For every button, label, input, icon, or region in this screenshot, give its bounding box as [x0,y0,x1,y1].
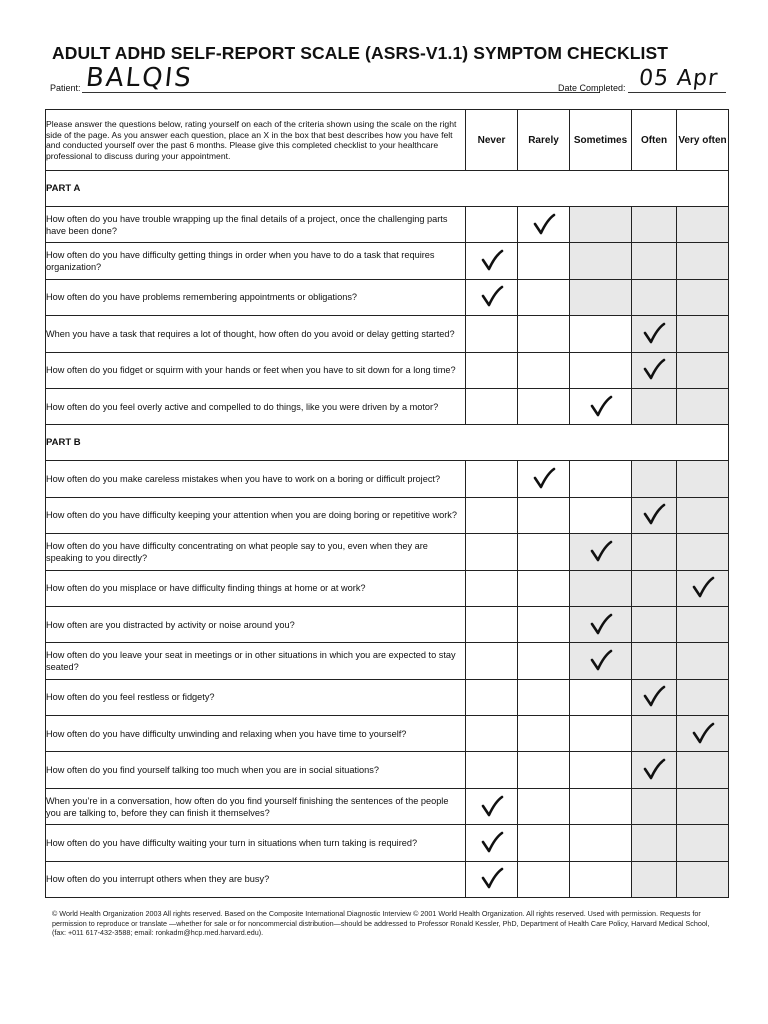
answer-box-never[interactable] [466,461,518,497]
answer-box-sometimes[interactable] [570,279,632,315]
answer-box-sometimes[interactable] [570,534,632,570]
symptom-checklist-table [45,109,729,898]
checkmark-icon [589,395,613,419]
checkmark-icon [589,613,613,637]
answer-box-often[interactable] [632,643,677,679]
date-completed-handwritten: 05 Apr [637,66,720,91]
answer-box-sometimes[interactable] [570,788,632,824]
question-text: How often do you feel overly active and compelled to do things, like you were driven by a motor? [46,388,466,424]
answer-box-never[interactable] [466,388,518,424]
answer-box-rarely[interactable] [518,825,570,861]
answer-box-sometimes[interactable] [570,570,632,606]
checkmark-icon [532,467,556,491]
question-text: How often are you distracted by activity or noise around you? [46,606,466,642]
answer-box-very-often[interactable] [677,316,729,352]
date-completed-label: Date Completed: [558,83,626,93]
answer-box-never[interactable] [466,534,518,570]
answer-box-very-often[interactable] [677,352,729,388]
answer-box-rarely[interactable] [518,461,570,497]
question-text: How often do you have difficulty unwinding and relaxing when you have time to yourself? [46,716,466,752]
answer-box-rarely[interactable] [518,388,570,424]
question-text: How often do you have problems remembering appointments or obligations? [46,279,466,315]
answer-box-sometimes[interactable] [570,352,632,388]
answer-box-often[interactable] [632,534,677,570]
answer-box-often[interactable] [632,316,677,352]
answer-box-often[interactable] [632,388,677,424]
answer-box-sometimes[interactable] [570,752,632,788]
checkmark-icon [642,685,666,709]
question-row [46,643,729,679]
answer-box-sometimes[interactable] [570,606,632,642]
question-row [46,352,729,388]
answer-box-very-often[interactable] [677,825,729,861]
column-header-sometimes: Sometimes [570,110,632,171]
answer-box-sometimes[interactable] [570,716,632,752]
checkmark-icon [480,285,504,309]
answer-box-sometimes[interactable] [570,207,632,243]
answer-box-often[interactable] [632,679,677,715]
checkmark-icon [480,831,504,855]
question-text: How often do you have difficulty concentrating on what people say to you, even when they are speaking to you directly? [46,534,466,570]
answer-box-often[interactable] [632,752,677,788]
answer-box-very-often[interactable] [677,679,729,715]
question-row [46,752,729,788]
answer-box-rarely[interactable] [518,606,570,642]
answer-box-rarely[interactable] [518,534,570,570]
part-header-row [46,425,729,461]
question-text: How often do you have difficulty getting things in order when you have to do a task that requires organization? [46,243,466,279]
answer-box-often[interactable] [632,207,677,243]
patient-label: Patient: [50,83,81,93]
answer-box-very-often[interactable] [677,861,729,897]
question-text: How often do you fidget or squirm with your hands or feet when you have to sit down for a long time? [46,352,466,388]
question-text: How often do you leave your seat in meetings or in other situations in which you are expected to stay seated? [46,643,466,679]
answer-box-often[interactable] [632,279,677,315]
answer-box-never[interactable] [466,716,518,752]
answer-box-very-often[interactable] [677,752,729,788]
question-row [46,679,729,715]
question-row [46,243,729,279]
question-row [46,316,729,352]
answer-box-sometimes[interactable] [570,861,632,897]
answer-box-never[interactable] [466,207,518,243]
answer-box-sometimes[interactable] [570,643,632,679]
copyright-footer: © World Health Organization 2003 All rights reserved. Based on the Composite International Diagnostic Interview © 2001 World Health Organization. All rights reserved. Used with permission. Requests for permission to reproduce or translate —whether for sale or for noncommercial distribution—should be addressed to Professor Ronald Kessler, PhD, Department of Health Care Policy, Harvard Medical School, (fax: +011 617-432-3588; email: ronkadm@hcp.med.harvard.edu). [52,909,710,937]
answer-box-never[interactable] [466,825,518,861]
question-row [46,279,729,315]
answer-box-never[interactable] [466,643,518,679]
answer-box-never[interactable] [466,861,518,897]
column-header-rarely: Rarely [518,110,570,171]
answer-box-sometimes[interactable] [570,497,632,533]
answer-box-never[interactable] [466,497,518,533]
checkmark-icon [642,758,666,782]
answer-box-often[interactable] [632,243,677,279]
question-text: How often do you have difficulty keeping your attention when you are doing boring or repetitive work? [46,497,466,533]
question-text: How often do you find yourself talking too much when you are in social situations? [46,752,466,788]
answer-box-very-often[interactable] [677,570,729,606]
question-row [46,788,729,824]
answer-box-often[interactable] [632,788,677,824]
form-title: ADULT ADHD SELF-REPORT SCALE (ASRS-V1.1) SYMPTOM CHECKLIST [52,43,669,63]
answer-box-very-often[interactable] [677,207,729,243]
header-row [46,110,729,171]
answer-box-never[interactable] [466,570,518,606]
answer-box-sometimes[interactable] [570,243,632,279]
column-header-often: Often [632,110,677,171]
answer-box-never[interactable] [466,243,518,279]
answer-box-rarely[interactable] [518,788,570,824]
checklist-body [46,110,729,898]
instructions-text: Please answer the questions below, rating yourself on each of the criteria shown using the scale on the right side of the page. As you answer each question, place an X in the box that best describes how you have felt and conducted yourself over the past 6 months. Please give this completed checklist to your healthcare professional to discuss during your appointment. [46,110,466,171]
answer-box-rarely[interactable] [518,752,570,788]
answer-box-very-often[interactable] [677,716,729,752]
question-text: How often do you have difficulty waiting your turn in situations when turn taking is required? [46,825,466,861]
date-field-line[interactable] [628,92,726,93]
answer-box-very-often[interactable] [677,243,729,279]
question-row [46,825,729,861]
checkmark-icon [691,576,715,600]
answer-box-often[interactable] [632,861,677,897]
answer-box-rarely[interactable] [518,207,570,243]
answer-box-never[interactable] [466,788,518,824]
question-text: When you have a task that requires a lot of thought, how often do you avoid or delay getting started? [46,316,466,352]
answer-box-rarely[interactable] [518,716,570,752]
answer-box-very-often[interactable] [677,788,729,824]
answer-box-very-often[interactable] [677,534,729,570]
answer-box-very-often[interactable] [677,497,729,533]
answer-box-often[interactable] [632,716,677,752]
question-text: How often do you have trouble wrapping up the final details of a project, once the challenging parts have been done? [46,207,466,243]
answer-box-sometimes[interactable] [570,388,632,424]
checkmark-icon [589,649,613,673]
answer-box-rarely[interactable] [518,861,570,897]
part-label: PART B [46,425,729,461]
question-text: How often do you make careless mistakes when you have to work on a boring or difficult project? [46,461,466,497]
answer-box-never[interactable] [466,316,518,352]
answer-box-rarely[interactable] [518,243,570,279]
answer-box-rarely[interactable] [518,497,570,533]
answer-box-rarely[interactable] [518,279,570,315]
answer-box-very-often[interactable] [677,279,729,315]
answer-box-never[interactable] [466,606,518,642]
checkmark-icon [480,249,504,273]
answer-box-often[interactable] [632,570,677,606]
answer-box-often[interactable] [632,606,677,642]
answer-box-rarely[interactable] [518,352,570,388]
answer-box-often[interactable] [632,825,677,861]
answer-box-sometimes[interactable] [570,461,632,497]
checkmark-icon [589,540,613,564]
patient-info-row [50,63,726,96]
question-row [46,716,729,752]
checkmark-icon [642,358,666,382]
answer-box-very-often[interactable] [677,643,729,679]
checkmark-icon [532,213,556,237]
answer-box-sometimes[interactable] [570,316,632,352]
question-row [46,461,729,497]
checkmark-icon [691,722,715,746]
checkmark-icon [480,867,504,891]
question-text: How often do you interrupt others when they are busy? [46,861,466,897]
answer-box-rarely[interactable] [518,643,570,679]
question-text: How often do you misplace or have difficulty finding things at home or at work? [46,570,466,606]
question-row [46,570,729,606]
part-header-row [46,171,729,207]
answer-box-rarely[interactable] [518,679,570,715]
question-row [46,606,729,642]
question-row [46,388,729,424]
answer-box-very-often[interactable] [677,606,729,642]
answer-box-rarely[interactable] [518,570,570,606]
answer-box-never[interactable] [466,679,518,715]
question-text: How often do you feel restless or fidgety? [46,679,466,715]
answer-box-sometimes[interactable] [570,825,632,861]
checkmark-icon [642,322,666,346]
answer-box-often[interactable] [632,461,677,497]
answer-box-very-often[interactable] [677,461,729,497]
patient-name-handwritten: BALQIS [84,63,195,93]
column-header-very-often: Very often [677,110,729,171]
checkmark-icon [480,795,504,819]
checkmark-icon [642,503,666,527]
answer-box-rarely[interactable] [518,316,570,352]
answer-box-often[interactable] [632,497,677,533]
part-label: PART A [46,171,729,207]
question-row [46,207,729,243]
answer-box-never[interactable] [466,752,518,788]
answer-box-never[interactable] [466,352,518,388]
column-header-never: Never [466,110,518,171]
answer-box-never[interactable] [466,279,518,315]
question-row [46,534,729,570]
answer-box-sometimes[interactable] [570,679,632,715]
question-row [46,497,729,533]
question-row [46,861,729,897]
answer-box-often[interactable] [632,352,677,388]
question-text: When you’re in a conversation, how often do you find yourself finishing the sentences of the people you are talking to, before they can finish it themselves? [46,788,466,824]
answer-box-very-often[interactable] [677,388,729,424]
